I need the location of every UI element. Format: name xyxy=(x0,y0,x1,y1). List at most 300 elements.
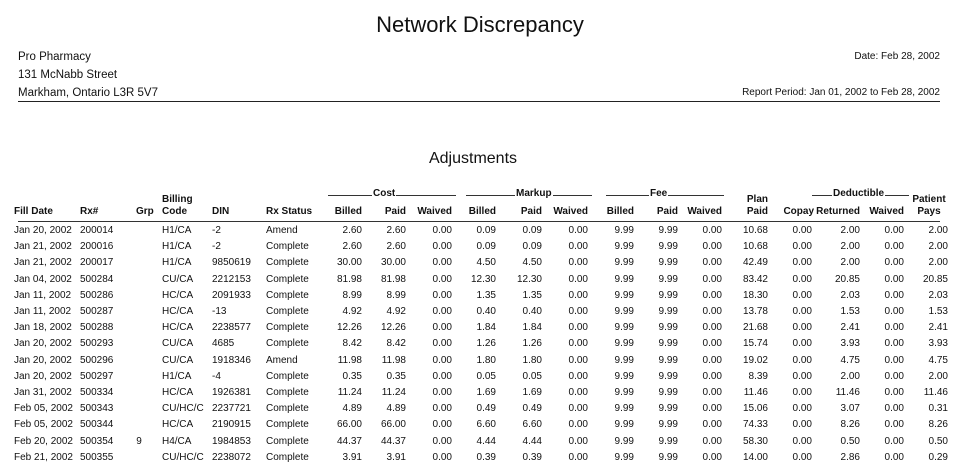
cell-markup-paid: 0.05 xyxy=(522,370,542,382)
cell-markup-billed: 0.09 xyxy=(476,225,496,236)
cell-markup-waived: 0.00 xyxy=(568,354,588,366)
cell-deductible-returned: 2.00 xyxy=(840,225,860,236)
cell-rx-status: Complete xyxy=(266,419,309,431)
cell-rx-status: Complete xyxy=(266,435,309,447)
cell-fee-billed: 9.99 xyxy=(614,338,634,350)
cell-cost-billed: 11.98 xyxy=(337,354,362,366)
cell-markup-waived: 0.00 xyxy=(568,306,588,317)
cell-markup-billed: 12.30 xyxy=(470,273,496,285)
cell-patient-pays: 0.29 xyxy=(928,451,948,463)
cell-fee-waived: 0.00 xyxy=(702,241,722,253)
cell-cost-waived: 0.00 xyxy=(432,273,452,285)
cell-deductible-returned: 2.00 xyxy=(840,257,860,269)
cell-fill-date: Jan 04, 2002 xyxy=(14,273,72,285)
cell-cost-paid: 8.99 xyxy=(386,289,406,301)
cell-cost-paid: 30.00 xyxy=(380,257,406,269)
report-date: Date: Feb 28, 2002 xyxy=(854,51,940,62)
cell-rx-status: Complete xyxy=(266,370,309,382)
col-billing-line1: Billing xyxy=(162,194,193,205)
cell-fee-billed: 9.99 xyxy=(614,435,634,447)
cell-plan-paid: 11.46 xyxy=(743,387,768,398)
cell-rx: 500297 xyxy=(80,370,114,382)
cell-fee-paid: 9.99 xyxy=(658,354,678,366)
col-returned: Returned xyxy=(816,206,860,217)
cell-fill-date: Feb 21, 2002 xyxy=(14,451,73,463)
cell-rx: 500286 xyxy=(80,289,114,301)
col-cost-paid: Paid xyxy=(384,206,406,217)
pharmacy-city: Markham, Ontario L3R 5V7 xyxy=(18,87,158,99)
cell-billing-code: HC/CA xyxy=(162,289,194,301)
col-plan-line2: Paid xyxy=(746,206,768,217)
cell-copay: 0.00 xyxy=(792,257,812,269)
cell-fee-billed: 9.99 xyxy=(614,370,634,382)
col-rx: Rx# xyxy=(80,206,99,217)
cell-fill-date: Feb 20, 2002 xyxy=(14,435,73,447)
col-cost-waived: Waived xyxy=(417,206,452,217)
section-title: Adjustments xyxy=(428,150,518,167)
cell-cost-billed: 2.60 xyxy=(342,241,362,253)
cell-deductible-waived: 0.00 xyxy=(884,403,904,415)
cell-markup-paid: 1.84 xyxy=(522,322,542,334)
cell-copay: 0.00 xyxy=(792,306,812,317)
cell-cost-paid: 66.00 xyxy=(380,419,406,431)
col-deductible-waived: Waived xyxy=(869,206,904,217)
cell-markup-paid: 12.30 xyxy=(516,273,542,285)
cell-plan-paid: 21.68 xyxy=(742,322,768,334)
cell-markup-billed: 0.39 xyxy=(476,451,496,463)
cell-markup-paid: 0.49 xyxy=(522,403,542,415)
cell-fill-date: Jan 20, 2002 xyxy=(14,338,72,350)
cell-cost-billed: 30.00 xyxy=(336,257,362,269)
cell-deductible-returned: 20.85 xyxy=(834,273,860,285)
cell-fee-waived: 0.00 xyxy=(702,403,722,415)
cell-deductible-waived: 0.00 xyxy=(884,354,904,366)
cell-fee-waived: 0.00 xyxy=(702,419,722,431)
cell-rx: 500354 xyxy=(80,435,114,447)
cell-patient-pays: 0.31 xyxy=(928,403,948,415)
cell-markup-waived: 0.00 xyxy=(568,322,588,334)
cell-markup-paid: 0.09 xyxy=(522,225,542,236)
cell-fee-waived: 0.00 xyxy=(702,387,722,398)
cell-grp: 9 xyxy=(136,435,142,447)
cell-cost-billed: 8.99 xyxy=(342,289,362,301)
cell-deductible-waived: 0.00 xyxy=(884,387,904,398)
cell-cost-waived: 0.00 xyxy=(432,338,452,350)
cell-cost-billed: 0.35 xyxy=(342,370,362,382)
cell-deductible-returned: 3.93 xyxy=(840,338,860,350)
cell-markup-waived: 0.00 xyxy=(568,273,588,285)
cell-fee-waived: 0.00 xyxy=(702,257,722,269)
cell-deductible-returned: 4.75 xyxy=(840,354,860,366)
cell-rx: 500343 xyxy=(80,403,114,415)
cell-rx-status: Complete xyxy=(266,289,309,301)
cell-din: 2212153 xyxy=(212,273,251,285)
cell-din: 2238577 xyxy=(212,322,251,334)
cell-billing-code: CU/HC/C xyxy=(162,403,204,415)
cell-cost-waived: 0.00 xyxy=(432,289,452,301)
cell-rx: 500355 xyxy=(80,451,114,463)
cell-deductible-waived: 0.00 xyxy=(884,435,904,447)
cell-cost-billed: 11.24 xyxy=(337,387,362,398)
cell-fee-paid: 9.99 xyxy=(658,419,678,431)
markup-group-label: Markup xyxy=(516,188,552,199)
cell-rx: 500344 xyxy=(80,419,114,431)
cell-billing-code: HC/CA xyxy=(162,419,194,431)
cell-rx: 200016 xyxy=(80,241,114,253)
cell-cost-billed: 4.92 xyxy=(342,306,362,317)
report-title: Network Discrepancy xyxy=(376,12,584,37)
cell-deductible-returned: 11.46 xyxy=(835,387,860,398)
col-patient-line1: Patient xyxy=(912,194,946,205)
cell-fee-waived: 0.00 xyxy=(702,451,722,463)
cell-fee-billed: 9.99 xyxy=(614,306,634,317)
col-fee-billed: Billed xyxy=(606,206,634,217)
cell-cost-paid: 4.92 xyxy=(386,306,406,317)
cell-cost-paid: 2.60 xyxy=(386,225,406,236)
cell-fill-date: Jan 11, 2002 xyxy=(14,306,72,317)
col-markup-billed: Billed xyxy=(468,206,496,217)
cell-rx: 500284 xyxy=(80,273,114,285)
cell-rx-status: Complete xyxy=(266,403,309,415)
cell-deductible-waived: 0.00 xyxy=(884,419,904,431)
cell-copay: 0.00 xyxy=(792,435,812,447)
cell-fee-billed: 9.99 xyxy=(614,257,634,269)
cell-cost-waived: 0.00 xyxy=(432,403,452,415)
cell-fee-paid: 9.99 xyxy=(658,273,678,285)
cell-fee-paid: 9.99 xyxy=(658,435,678,447)
cell-markup-billed: 1.26 xyxy=(476,338,496,350)
cell-deductible-waived: 0.00 xyxy=(884,451,904,463)
cell-fee-billed: 9.99 xyxy=(614,419,634,431)
cell-billing-code: CU/HC/C xyxy=(162,451,204,463)
cell-deductible-returned: 2.00 xyxy=(840,370,860,382)
cell-cost-billed: 8.42 xyxy=(342,338,362,350)
cell-copay: 0.00 xyxy=(792,225,812,236)
cell-copay: 0.00 xyxy=(792,289,812,301)
cell-cost-billed: 81.98 xyxy=(336,273,362,285)
cell-cost-billed: 44.37 xyxy=(336,435,362,447)
cell-cost-paid: 2.60 xyxy=(386,241,406,253)
cell-copay: 0.00 xyxy=(792,403,812,415)
cell-cost-waived: 0.00 xyxy=(432,419,452,431)
cell-markup-waived: 0.00 xyxy=(568,403,588,415)
cell-markup-paid: 1.35 xyxy=(522,289,542,301)
fee-group-label: Fee xyxy=(650,188,668,199)
cell-rx: 200014 xyxy=(80,225,114,236)
cell-fee-billed: 9.99 xyxy=(614,225,634,236)
cell-fee-billed: 9.99 xyxy=(614,354,634,366)
cell-billing-code: H4/CA xyxy=(162,435,192,447)
cell-fee-waived: 0.00 xyxy=(702,289,722,301)
cell-cost-waived: 0.00 xyxy=(432,322,452,334)
cell-markup-paid: 1.26 xyxy=(522,338,542,350)
cell-markup-paid: 1.69 xyxy=(522,387,542,398)
cell-cost-billed: 4.89 xyxy=(342,403,362,415)
cell-markup-waived: 0.00 xyxy=(568,241,588,253)
cell-patient-pays: 1.53 xyxy=(928,306,948,317)
cell-rx-status: Amend xyxy=(266,354,298,366)
cell-fee-paid: 9.99 xyxy=(658,387,678,398)
col-din: DIN xyxy=(212,206,230,217)
cell-plan-paid: 74.33 xyxy=(742,419,768,431)
cell-copay: 0.00 xyxy=(792,370,812,382)
cell-rx-status: Complete xyxy=(266,387,309,398)
cell-fee-paid: 9.99 xyxy=(658,306,678,317)
cell-fee-waived: 0.00 xyxy=(702,354,722,366)
deductible-group-label: Deductible xyxy=(833,188,885,199)
cell-markup-billed: 1.80 xyxy=(476,354,496,366)
cell-plan-paid: 83.42 xyxy=(742,273,768,285)
cell-markup-billed: 1.35 xyxy=(476,289,496,301)
cell-billing-code: H1/CA xyxy=(162,225,192,236)
cell-billing-code: H1/CA xyxy=(162,241,192,253)
cell-din: 9850619 xyxy=(212,257,251,269)
cell-markup-paid: 0.40 xyxy=(522,306,542,317)
cell-cost-waived: 0.00 xyxy=(432,257,452,269)
cell-din: 2237721 xyxy=(212,403,251,415)
cell-rx-status: Complete xyxy=(266,241,309,253)
cell-cost-waived: 0.00 xyxy=(432,354,452,366)
cell-markup-billed: 0.49 xyxy=(476,403,496,415)
cell-deductible-waived: 0.00 xyxy=(884,338,904,350)
cell-fee-paid: 9.99 xyxy=(658,225,678,236)
cell-rx-status: Complete xyxy=(266,338,309,350)
cell-fill-date: Jan 20, 2002 xyxy=(14,354,72,366)
cell-deductible-returned: 2.00 xyxy=(840,241,860,253)
cell-fee-paid: 9.99 xyxy=(658,257,678,269)
cell-fill-date: Jan 20, 2002 xyxy=(14,370,72,382)
col-rx-status: Rx Status xyxy=(266,206,313,217)
cell-billing-code: HC/CA xyxy=(162,306,194,317)
cell-markup-paid: 6.60 xyxy=(522,419,542,431)
cell-rx: 500293 xyxy=(80,338,114,350)
cell-cost-paid: 44.37 xyxy=(380,435,406,447)
cell-fee-paid: 9.99 xyxy=(658,403,678,415)
col-cost-billed: Billed xyxy=(334,206,362,217)
cell-copay: 0.00 xyxy=(792,451,812,463)
cell-deductible-returned: 3.07 xyxy=(840,403,860,415)
cell-markup-paid: 0.09 xyxy=(522,241,542,253)
cell-deductible-returned: 2.03 xyxy=(840,289,860,301)
cell-deductible-returned: 2.86 xyxy=(840,451,860,463)
cell-cost-waived: 0.00 xyxy=(432,387,452,398)
cell-deductible-waived: 0.00 xyxy=(884,225,904,236)
cell-patient-pays: 2.00 xyxy=(928,257,948,269)
cell-cost-paid: 11.98 xyxy=(381,354,406,366)
col-markup-waived: Waived xyxy=(553,206,588,217)
col-grp: Grp xyxy=(136,206,154,217)
cell-din: 2238072 xyxy=(212,451,251,463)
cell-copay: 0.00 xyxy=(792,322,812,334)
cell-cost-waived: 0.00 xyxy=(432,451,452,463)
cell-markup-billed: 0.09 xyxy=(476,241,496,253)
cell-cost-waived: 0.00 xyxy=(432,435,452,447)
cell-din: 1984853 xyxy=(212,435,251,447)
cell-patient-pays: 20.85 xyxy=(922,273,948,285)
cell-rx-status: Complete xyxy=(266,451,309,463)
cell-billing-code: CU/CA xyxy=(162,354,194,366)
cell-din: -13 xyxy=(212,306,227,317)
cell-plan-paid: 13.78 xyxy=(742,306,768,317)
cell-cost-paid: 81.98 xyxy=(380,273,406,285)
cell-markup-billed: 4.44 xyxy=(476,435,496,447)
cell-deductible-waived: 0.00 xyxy=(884,322,904,334)
cell-rx-status: Amend xyxy=(266,225,298,236)
cell-fee-paid: 9.99 xyxy=(658,451,678,463)
cell-cost-waived: 0.00 xyxy=(432,306,452,317)
cell-fee-waived: 0.00 xyxy=(702,370,722,382)
cell-fee-billed: 9.99 xyxy=(614,289,634,301)
cell-cost-paid: 0.35 xyxy=(386,370,406,382)
col-markup-paid: Paid xyxy=(520,206,542,217)
cell-markup-billed: 1.69 xyxy=(476,387,496,398)
cell-billing-code: CU/CA xyxy=(162,273,194,285)
cell-fill-date: Feb 05, 2002 xyxy=(14,419,73,431)
cell-rx: 500287 xyxy=(80,306,114,317)
cell-din: -2 xyxy=(212,241,221,253)
cell-din: 1926381 xyxy=(212,387,251,398)
cell-plan-paid: 10.68 xyxy=(742,241,768,253)
cell-fill-date: Feb 05, 2002 xyxy=(14,403,73,415)
cell-plan-paid: 18.30 xyxy=(742,289,768,301)
cell-fill-date: Jan 20, 2002 xyxy=(14,225,72,236)
cell-cost-billed: 66.00 xyxy=(336,419,362,431)
cell-deductible-waived: 0.00 xyxy=(884,289,904,301)
cell-cost-paid: 11.24 xyxy=(381,387,406,398)
cell-patient-pays: 4.75 xyxy=(928,354,948,366)
cell-copay: 0.00 xyxy=(792,338,812,350)
cell-deductible-waived: 0.00 xyxy=(884,306,904,317)
cell-deductible-returned: 1.53 xyxy=(840,306,860,317)
cell-deductible-waived: 0.00 xyxy=(884,241,904,253)
cell-billing-code: CU/CA xyxy=(162,338,194,350)
cell-rx: 500288 xyxy=(80,322,114,334)
col-plan-line1: Plan xyxy=(746,194,768,205)
cell-cost-waived: 0.00 xyxy=(432,370,452,382)
cell-patient-pays: 3.93 xyxy=(928,338,948,350)
cell-markup-waived: 0.00 xyxy=(568,289,588,301)
cell-fee-billed: 9.99 xyxy=(614,451,634,463)
cell-din: 4685 xyxy=(212,338,235,350)
cell-fee-paid: 9.99 xyxy=(658,241,678,253)
cell-deductible-returned: 2.41 xyxy=(840,322,860,334)
cell-markup-paid: 4.44 xyxy=(522,435,542,447)
cell-cost-billed: 12.26 xyxy=(336,322,362,334)
col-fee-paid: Paid xyxy=(656,206,678,217)
cell-plan-paid: 15.74 xyxy=(742,338,768,350)
cell-markup-waived: 0.00 xyxy=(568,419,588,431)
cost-group-label: Cost xyxy=(373,188,396,199)
cell-din: 2190915 xyxy=(212,419,251,431)
cell-patient-pays: 2.41 xyxy=(928,322,948,334)
cell-cost-paid: 4.89 xyxy=(386,403,406,415)
cell-markup-billed: 0.05 xyxy=(476,370,496,382)
cell-fill-date: Jan 31, 2002 xyxy=(14,387,72,398)
pharmacy-name: Pro Pharmacy xyxy=(18,51,91,63)
cell-billing-code: HC/CA xyxy=(162,387,194,398)
cell-plan-paid: 8.39 xyxy=(748,370,768,382)
cell-markup-waived: 0.00 xyxy=(568,370,588,382)
cell-markup-paid: 0.39 xyxy=(522,451,542,463)
cell-din: -4 xyxy=(212,370,221,382)
cell-markup-paid: 1.80 xyxy=(522,354,542,366)
cell-fee-billed: 9.99 xyxy=(614,241,634,253)
cell-fill-date: Jan 18, 2002 xyxy=(14,322,72,334)
cell-fill-date: Jan 21, 2002 xyxy=(14,241,72,253)
cell-fee-waived: 0.00 xyxy=(702,225,722,236)
cell-plan-paid: 19.02 xyxy=(742,354,768,366)
cell-billing-code: HC/CA xyxy=(162,322,194,334)
cell-patient-pays: 8.26 xyxy=(928,419,948,431)
cell-patient-pays: 11.46 xyxy=(923,387,948,398)
cell-fee-waived: 0.00 xyxy=(702,435,722,447)
cell-fee-billed: 9.99 xyxy=(614,273,634,285)
cell-cost-waived: 0.00 xyxy=(432,225,452,236)
cell-deductible-waived: 0.00 xyxy=(884,273,904,285)
cell-copay: 0.00 xyxy=(792,387,812,398)
cell-markup-waived: 0.00 xyxy=(568,225,588,236)
cell-rx-status: Complete xyxy=(266,322,309,334)
cell-fill-date: Jan 11, 2002 xyxy=(14,289,72,301)
cell-markup-waived: 0.00 xyxy=(568,387,588,398)
cell-fee-billed: 9.99 xyxy=(614,387,634,398)
cell-markup-billed: 0.40 xyxy=(476,306,496,317)
cell-plan-paid: 58.30 xyxy=(742,435,768,447)
report-period: Report Period: Jan 01, 2002 to Feb 28, 2002 xyxy=(742,87,940,98)
cell-fee-waived: 0.00 xyxy=(702,338,722,350)
cell-copay: 0.00 xyxy=(792,419,812,431)
cell-cost-paid: 12.26 xyxy=(380,322,406,334)
cell-fee-waived: 0.00 xyxy=(702,322,722,334)
cell-cost-paid: 8.42 xyxy=(386,338,406,350)
cell-fee-paid: 9.99 xyxy=(658,338,678,350)
cell-cost-billed: 3.91 xyxy=(342,451,362,463)
cell-markup-waived: 0.00 xyxy=(568,435,588,447)
cell-cost-waived: 0.00 xyxy=(432,241,452,253)
cell-fee-paid: 9.99 xyxy=(658,322,678,334)
cell-cost-paid: 3.91 xyxy=(386,451,406,463)
cell-patient-pays: 2.00 xyxy=(928,241,948,253)
cell-rx-status: Complete xyxy=(266,306,309,317)
cell-deductible-waived: 0.00 xyxy=(884,257,904,269)
cell-rx: 500296 xyxy=(80,354,114,366)
pharmacy-street: 131 McNabb Street xyxy=(18,69,118,81)
cell-din: -2 xyxy=(212,225,221,236)
col-billing-line2: Code xyxy=(162,206,187,217)
cell-billing-code: H1/CA xyxy=(162,370,192,382)
col-fee-waived: Waived xyxy=(687,206,722,217)
cell-fee-waived: 0.00 xyxy=(702,306,722,317)
cell-copay: 0.00 xyxy=(792,241,812,253)
cell-rx-status: Complete xyxy=(266,257,309,269)
cell-markup-waived: 0.00 xyxy=(568,338,588,350)
cell-plan-paid: 15.06 xyxy=(742,403,768,415)
cell-markup-waived: 0.00 xyxy=(568,257,588,269)
cell-plan-paid: 10.68 xyxy=(742,225,768,236)
cell-patient-pays: 2.00 xyxy=(928,370,948,382)
cell-copay: 0.00 xyxy=(792,354,812,366)
cell-copay: 0.00 xyxy=(792,273,812,285)
col-patient-line2: Pays xyxy=(917,206,941,217)
cell-fee-paid: 9.99 xyxy=(658,370,678,382)
cell-rx: 200017 xyxy=(80,257,114,269)
cell-fee-waived: 0.00 xyxy=(702,273,722,285)
cell-markup-billed: 4.50 xyxy=(476,257,496,269)
cell-fee-billed: 9.99 xyxy=(614,322,634,334)
cell-deductible-returned: 0.50 xyxy=(840,435,860,447)
cell-patient-pays: 2.03 xyxy=(928,289,948,301)
cell-markup-paid: 4.50 xyxy=(522,257,542,269)
